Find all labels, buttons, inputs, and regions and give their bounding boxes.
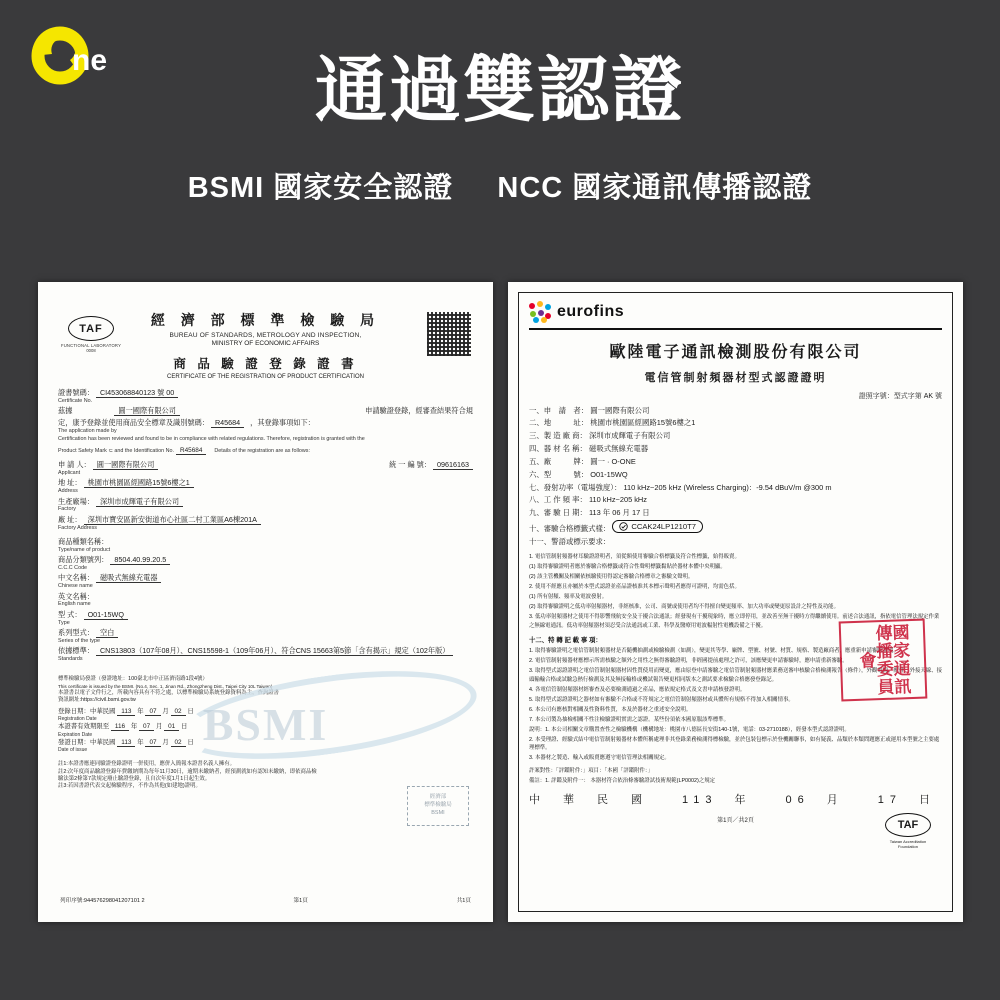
- bsmi-issuer-en2: MINISTRY OF ECONOMIC AFFAIRS: [211, 340, 320, 347]
- bsmi-field-value: R45684: [211, 418, 244, 428]
- ncc-field-value: 桃園市桃園區經國路15號6樓之1: [590, 418, 696, 428]
- bsmi-doc-title-zh: 商 品 驗 證 登 錄 證 書: [173, 357, 358, 371]
- page-title: 通過雙認證: [314, 51, 685, 131]
- bsmi-field-label: 英文名稱：: [58, 591, 94, 601]
- bsmi-uniform-no-group: [389, 460, 473, 470]
- bsmi-date-label: 登錄日期：中華民國: [58, 707, 116, 715]
- bsmi-field-en: Standards: [58, 656, 83, 662]
- bsmi-date-year: 113: [117, 708, 135, 716]
- ncc-clause-11: [529, 553, 942, 630]
- bsmi-field-label: 生產廠場：: [58, 496, 94, 506]
- ncc-field-label: 十、審驗合格標籤式樣：: [529, 524, 611, 534]
- bsmi-field-applicant: [58, 460, 473, 476]
- bsmi-page-current: 第1頁: [293, 898, 308, 904]
- bsmi-footer: [60, 896, 471, 904]
- ncc-field-applicant: [529, 405, 942, 417]
- bsmi-date-en: Registration Date: [58, 716, 97, 723]
- bsmi-date-row: [58, 722, 473, 738]
- certificates-row: [0, 282, 1000, 922]
- bsmi-field-en: Series of the type: [58, 637, 100, 644]
- ncc-clause-item: (1) 所有射頻、頻率及電波發射。: [529, 594, 608, 601]
- ncc-field-label: 一、申 請 者：: [529, 405, 589, 415]
- taf-accreditation-badge: [60, 316, 122, 368]
- bsmi-field-name-en: [58, 592, 473, 608]
- ncc-clause-item: 2. 電信管制射頻器材應標示所需核驗之額外之用性之無得審驗證明，非經國提前處理之許可，該應變更申請審驗時，應申請重新審驗。: [529, 658, 848, 665]
- bsmi-stamp-line3: BSMI: [431, 809, 445, 816]
- ncc-clause-item: 5. 取得型式認證證明之器材如有審驗不合格或不符規定之電信管制射頻器材或具體所有規格不得加入相關情事。: [529, 696, 794, 703]
- ncc-clause-item: (2) 該主管機關及相關依核驗使用得認定審驗合格標章之審驗文聲明。: [529, 574, 694, 580]
- bsmi-field-en: Factory: [58, 506, 76, 513]
- bsmi-field-en: Certificate No.: [58, 397, 93, 404]
- ncc-logo-icon: [619, 522, 628, 531]
- ncc-field-label: 六、型 號：: [529, 469, 589, 479]
- ncc-footer-note-2: 備註：1. 評鑑及附件一： 本器材符合依治條審驗證試技術規範(LP0002)之規定: [529, 777, 715, 784]
- bsmi-field-label: 商品分類號列：: [58, 555, 109, 565]
- bsmi-field-en: Chinese name: [58, 583, 93, 590]
- ncc-issue-date: 中 華 民 國 113 年 06 月 17 日: [529, 793, 937, 806]
- ncc-field-manufacturer: [529, 430, 942, 442]
- bsmi-date-month-unit: 月: [162, 707, 169, 715]
- bsmi-date-year: 116: [111, 723, 129, 731]
- ncc-official-seal: 國家通訊傳播委員會: [839, 618, 928, 701]
- bsmi-field-cert-no: [58, 388, 473, 404]
- ncc-clause-item: 7. 本公司製為抽檢相關不性注檢驗證明實需之認證。某些份須依本國原服該準標準。: [529, 717, 730, 724]
- bsmi-field-tail: 申請驗證登錄，經審查結果符合規: [365, 406, 473, 416]
- bsmi-field-value: 深圳市成輝電子有限公司: [96, 497, 183, 507]
- bsmi-field-label: 茲據: [58, 406, 73, 416]
- bsmi-field-en: Type/name of product: [58, 546, 111, 553]
- page-subtitle: [0, 165, 1000, 206]
- bsmi-uniform-no-value: 09616163: [433, 460, 473, 470]
- bsmi-date-month-unit: 月: [155, 723, 163, 731]
- ncc-field-address: [529, 417, 942, 429]
- ncc-field-value: 110 kHz~205 kHz (Wireless Charging)：-9.54 dBuV/m @300 m: [623, 482, 832, 492]
- bsmi-field-en: Factory Address: [58, 524, 97, 531]
- bsmi-field-mark-intro: [58, 418, 473, 434]
- bsmi-page-total: 共1頁: [456, 898, 471, 904]
- bsmi-date-year-unit: 年: [137, 707, 144, 715]
- bsmi-field-series: [58, 628, 473, 644]
- bsmi-field-label: 商品種類名稱：: [58, 537, 109, 547]
- bsmi-certificate-body: [48, 292, 483, 912]
- ncc-clause-item: 2. 本受理證、經驗式結中電信管制射頻器材本體所稱處理非其登錄業務檢測得標檢驗，並於包裝包標示於登機關聯事，如有疑義、品類於本類問題應正或運用本型號之主要處理標準。: [529, 737, 940, 752]
- bsmi-issuer-note-en: This certificate is issued by the BSMI. (No.4, Sec. 1, Jinan Rd., Zhongzheng Dist., Taipei City 10L Taiwan): [58, 683, 273, 689]
- ncc-clause-item: (2) 取得審驗證明之低功率射頻器材，非經核准，公司、商號或使用者均不得擅自變更頻率、加大功率或變更原設計之特性及功能。: [529, 604, 839, 611]
- bsmi-field-name-zh: [58, 573, 473, 589]
- bsmi-field-identification: [58, 445, 473, 456]
- ncc-field-frequency: [529, 494, 942, 506]
- ncc-field-warnings-title: [529, 536, 942, 548]
- bsmi-issuer-note-line2: 資訊網址:https://civil.bsmi.gov.tw: [58, 697, 136, 704]
- ncc-clause-item: 6. 本公司有應核對相關及性資料性質，本及於器材之重述安全說明。: [529, 706, 692, 713]
- ncc-field-value: 圓一國際有限公司: [590, 405, 650, 415]
- bsmi-issuer-note-zh: 標準檢驗局發證（發證地址：100臺北市中正區濟南路1段4號）: [58, 676, 208, 683]
- bsmi-field-value: O01-15WQ: [84, 610, 128, 620]
- ncc-field-model: [529, 469, 942, 481]
- ncc-approval-label-code: CCAK24LP1210T7: [631, 521, 696, 531]
- bsmi-date-day: 02: [171, 739, 186, 747]
- ncc-approval-label-box: [612, 520, 703, 533]
- ncc-field-value: 圓一 · O-ONE: [590, 456, 636, 466]
- bsmi-header: [58, 310, 473, 380]
- bsmi-field-en: Type: [58, 619, 70, 626]
- eurofins-logo-icon: [529, 301, 551, 323]
- bsmi-field-label: 廠 址：: [58, 514, 82, 524]
- ncc-cert-number: 證照字號：型式字第 AK 號: [858, 392, 942, 400]
- bsmi-date-month-unit: 月: [162, 738, 169, 746]
- bsmi-date-day-unit: 日: [187, 738, 194, 746]
- bsmi-doc-title-en: CERTIFICATE OF THE REGISTRATION OF PRODUCT CERTIFICATION: [167, 374, 364, 380]
- eurofins-header: [529, 301, 942, 323]
- ncc-page-label: 第1頁／共2頁: [717, 817, 754, 824]
- ncc-field-label: 四、器 材 名 稱：: [529, 444, 587, 454]
- bsmi-date-day: 02: [171, 708, 186, 716]
- taf-badge-sub1: FUNCTIONAL LABORATORY: [60, 343, 122, 348]
- brand-logo-text: ne: [72, 44, 108, 77]
- bsmi-remark: 註1:本證書應連同驗證登錄證明一併使用，應併入簡報本證書名義人擁有。: [58, 761, 235, 768]
- ncc-clause-item: 2. 使用不經應且亦屬於本型式認證並產品證核准其本標示聲明者應得可證明，均需色括。: [529, 584, 740, 591]
- ncc-field-label: 八、工 作 頻 率：: [529, 495, 587, 505]
- ncc-clause-item: 1. 取得審驗證明之電信管制射頻器材是否隨機抽測或檢驗檢測（如測），變更其等學、廠牌、型號、材號、材質、規格、製造廠商者，應重新申請審驗證明。: [529, 648, 899, 655]
- bsmi-field-product-type: [58, 537, 473, 553]
- bsmi-date-en: Date of issue: [58, 747, 88, 754]
- bsmi-field-ccc: [58, 555, 473, 571]
- ncc-field-value: 113 年 06 月 17 日: [588, 508, 650, 518]
- ncc-taf-badge: [882, 813, 934, 849]
- bsmi-field-label: 證書號碼：: [58, 388, 94, 397]
- bsmi-remark: 驗法第2條第7款規定廢止驗證登錄，且自次年度1月1日起生效。: [58, 775, 211, 782]
- ncc-doc-title: 電信管制射頻器材型式認證證明: [644, 371, 827, 384]
- ncc-field-value: 110 kHz~205 kHz: [588, 495, 647, 505]
- bsmi-remark: 註3:若因書證代表交起檢驗程序，不作為其他(如建地)證明。: [58, 783, 201, 790]
- taf-badge-label: TAF: [68, 316, 114, 341]
- ncc-field-label: 九、審 驗 日 期：: [529, 508, 587, 518]
- ncc-clause-item: 3. 低功率射頻器材之使用不得影響飛航安全及干擾合法通訊；經發現有干擾現象時，應立即停用，並改善至無干擾時方得繼續使用。前述合法通訊，指依電信管理法規定作業之無線電通訊。低功率射頻器材須忍受合法通訊或工業、科學及醫療用電波輻射性電機設備之干擾。: [529, 614, 940, 629]
- bsmi-date-month: 07: [145, 739, 160, 747]
- bsmi-date-year-unit: 年: [130, 723, 138, 731]
- bsmi-remark: 註2:次年度商品驗證登錄年費繳納期為每年11月30日，逾期未繳納者，經預測就如有認知未繳納，即依商品檢: [58, 768, 317, 775]
- bsmi-date-label: 發證日期：中華民國: [58, 738, 116, 746]
- ncc-field-label: 二、地 址：: [529, 418, 589, 428]
- ncc-field-label: 十一、警語或標示要求：: [529, 536, 611, 546]
- bsmi-field-label: 地 址：: [58, 478, 82, 488]
- bsmi-field-en: The application made by: [58, 427, 117, 434]
- ncc-taf-sub: Taiwan Accreditation Foundation: [889, 839, 927, 849]
- ncc-field-test-date: [529, 507, 942, 519]
- bsmi-identification-en: Product Safety Mark ⊂ and the Identification No.: [58, 447, 174, 454]
- ncc-clause-item: 1. 電信管制射頻器材耳驗證證明者，須從額使用審驗合格標籤及符合性標籤，始得販賣。: [529, 553, 740, 560]
- ncc-taf-label: TAF: [885, 813, 931, 837]
- bsmi-field-label: 定，康予登錄並使用商品安全標章及識別號碼：: [58, 417, 209, 427]
- bsmi-date-en: Expiration Date: [58, 731, 93, 738]
- bsmi-date-month: 07: [145, 708, 160, 716]
- bsmi-identification-tail: Details of the registration are as follows:: [214, 447, 310, 454]
- ncc-footer-note-1: 許案對性：「評鑑附件：」項目：「本國「評鑑附件：」: [529, 767, 653, 774]
- bsmi-field-label: 依據標準：: [58, 646, 94, 656]
- ncc-lab-company: 歐陸電子通訊檢測股份有限公司: [609, 343, 862, 361]
- bsmi-watermark-text: BSMI: [202, 699, 329, 750]
- ncc-clause-item: 3. 取得型式認證證明之電信管制射頻器材因性質使用而變更，應由原登申請審驗之電信管制射頻器材應業務送審申核驗合格檢測報告（條件），外觀電源、配件、外接天線、接頭輸輸合格或試驗急熱行檢測及其及無接輸格或機試報告變更相同版本之測試要求檢驗合格應發登錄記。: [529, 668, 942, 683]
- eurofins-divider: [529, 328, 942, 330]
- bsmi-stamp-line2: 標準檢驗局: [424, 802, 452, 809]
- bsmi-dates: [58, 707, 473, 754]
- bsmi-date-year: 113: [117, 739, 135, 747]
- ncc-field-label-sample: [529, 520, 942, 535]
- bsmi-field-model: [58, 610, 473, 626]
- bsmi-date-label: 本證書有效期限至: [58, 723, 110, 731]
- bsmi-field-applicant-intro: [58, 406, 473, 416]
- bsmi-field-compliance-note: [58, 436, 473, 442]
- bsmi-field-value: 深圳市寶安區新安街道布心社區二村工業區A6棟201A: [84, 515, 261, 525]
- ncc-clause-item: 3. 本器材之製造、輸入或販賣應遵守電信管理法相關規定。: [529, 755, 670, 762]
- bsmi-field-value: 磁吸式無線充電器: [96, 573, 162, 583]
- bsmi-date-day: 01: [164, 723, 179, 731]
- ncc-field-power: [529, 482, 942, 494]
- ncc-clause-item: (1) 取得審驗證明者應於審驗合格標籤或符合性聲明標籤黏貼於器材本體中央明顯。: [529, 563, 726, 570]
- bsmi-compliance-en: Certification has been reviewed and found to be in compliance with related regulations. Therefore, registration is granted with the: [58, 436, 365, 443]
- subtitle-bsmi: BSMI 國家安全認證: [187, 172, 454, 204]
- bsmi-date-day-unit: 日: [187, 707, 194, 715]
- bsmi-issuer-en1: BUREAU OF STANDARDS, METROLOGY AND INSPECTION,: [169, 332, 362, 339]
- ncc-field-value: 磁吸式無線充電器: [588, 444, 649, 454]
- bsmi-official-stamp: [407, 786, 469, 826]
- bsmi-issuer-note: [58, 676, 473, 704]
- bsmi-print-serial: 列印序號:944576298041207101 2: [60, 898, 145, 904]
- qr-code-icon: [427, 312, 471, 356]
- bsmi-field-value: 圓一國際有限公司: [114, 406, 180, 416]
- ncc-clause-item: 說明：1. 本公司相關文章購置查性之檢驗機構（機構地址：桃園市八德區長安街140-1號，電話：03-2710188），經發本型式認證證明。: [529, 727, 850, 734]
- bsmi-field-tail2: ，其登錄事項如下：: [250, 417, 315, 427]
- ncc-certificate-image: [508, 282, 963, 922]
- ncc-field-device-name: [529, 443, 942, 455]
- bsmi-date-year-unit: 年: [137, 738, 144, 746]
- ncc-field-value: 深圳市成輝電子有限公司: [588, 431, 671, 441]
- bsmi-field-value: 圓一國際有限公司: [93, 460, 159, 470]
- bsmi-field-en: C.C.C Code: [58, 564, 88, 571]
- bsmi-uniform-no-label: 統 一 編 號：: [389, 460, 432, 470]
- ncc-clause-item: 4. 各電信管制射頻器材經審查及必要檢測通過之產品，應依規定格式及文書申請核發證明。: [529, 686, 746, 693]
- taf-badge-sub2: 0008: [86, 348, 96, 353]
- bsmi-field-address: [58, 478, 473, 494]
- bsmi-stamp-line1: 經濟部: [429, 794, 447, 801]
- bsmi-field-factory: [58, 497, 473, 513]
- bsmi-field-value: 空白: [96, 628, 118, 638]
- bsmi-identification-value: R45684: [176, 447, 206, 455]
- ncc-field-brand: [529, 456, 942, 468]
- ncc-field-label: 七、發射功率（電場強度）：: [529, 482, 622, 492]
- ncc-field-label: 五、廠 牌：: [529, 456, 589, 466]
- bsmi-issuer-note-line1: 本證書以電子文件行之，所載內容具有不符之處，以標準檢驗局系統登錄資料為主，查詢證書: [58, 689, 280, 696]
- subtitle-ncc: NCC 國家通訊傳播認證: [497, 172, 813, 204]
- bsmi-field-label: 申 請 人：: [58, 460, 91, 470]
- bsmi-field-en: English name: [58, 601, 91, 608]
- ncc-footer-notes: [529, 767, 942, 785]
- bsmi-field-label: 型 式：: [58, 609, 82, 619]
- bsmi-field-standards: [58, 646, 473, 662]
- bsmi-date-month: 07: [139, 723, 154, 731]
- eurofins-brand-name: eurofins: [557, 303, 625, 320]
- bsmi-field-label: 系列型式：: [58, 628, 94, 638]
- bsmi-field-en: Applicant: [58, 469, 81, 476]
- ncc-certificate-body: [518, 292, 953, 912]
- bsmi-field-value: CI453068840123 號 00: [96, 388, 178, 398]
- bsmi-certificate-image: [38, 282, 493, 922]
- bsmi-field-label: 中文名稱：: [58, 573, 94, 583]
- bsmi-field-factory-address: [58, 515, 473, 531]
- ncc-clause-12-title: 十二、特 轉 記 載 事 項：: [529, 636, 602, 644]
- bsmi-field-en: Address: [58, 488, 78, 495]
- ncc-field-label: 三、製 造 廠 商：: [529, 431, 587, 441]
- bsmi-field-value: 桃園市桃園區經國路15號6樓之1: [84, 478, 194, 488]
- bsmi-date-row: [58, 738, 473, 754]
- bsmi-field-value: CNS13803（107年08月）、CNS15598-1（109年06月）、符合CNS 15663第5節「含有揭示」規定（102年版）: [96, 646, 454, 656]
- bsmi-issuer-zh: 經 濟 部 標 準 檢 驗 局: [150, 312, 381, 328]
- bsmi-field-value: 8504.40.99.20.5: [110, 555, 170, 565]
- bsmi-date-day-unit: 日: [181, 723, 188, 731]
- bsmi-date-row: [58, 707, 473, 723]
- ncc-field-value: O01-15WQ: [590, 469, 628, 479]
